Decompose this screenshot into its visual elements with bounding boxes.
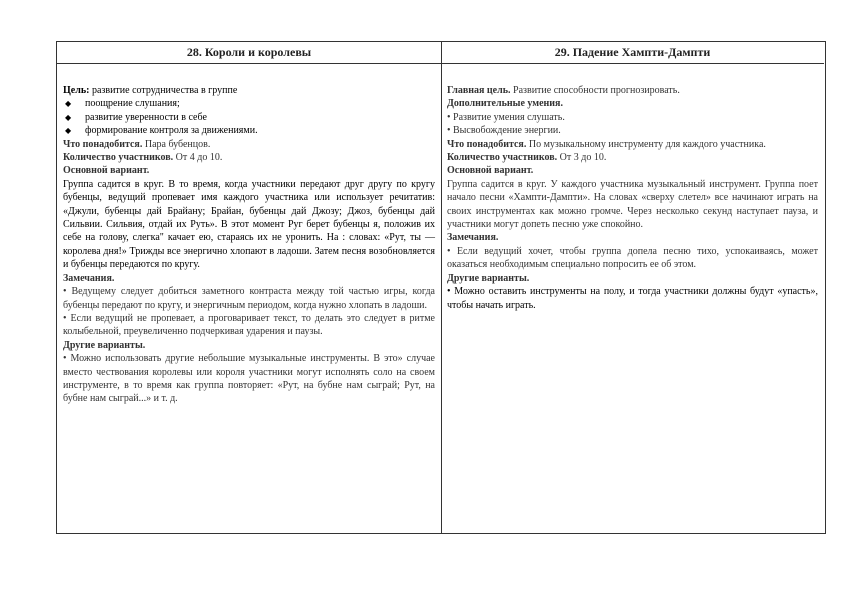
right-need-label: Что понадобится. xyxy=(447,138,527,150)
left-goal xyxy=(63,84,435,97)
left-bullet-text: развитие уверенности в себе xyxy=(85,111,207,123)
bullet-icon: ◆ xyxy=(65,112,72,122)
left-note-item: • Ведущему следует добиться заметного контраста между той частью игры, когда бубенцы передают по кругу, и энергичным периодом, когда нужно хлопать в ладоши. xyxy=(63,286,435,311)
left-goal-text: развитие сотрудничества в группе xyxy=(89,85,238,96)
right-goal-label: Главная цель. xyxy=(447,85,511,96)
left-other-text: • Можно использовать другие небольшие музыкальные инструменты. В это» случае вместо чествования королевы или короля участники могут исполнять соло на своем инструменте, в то время как группа повторяет: «Рут, на бубне нам сыграй; Рут, на бубне нам сыграй...» и т. д. xyxy=(63,353,435,405)
left-bullet-item xyxy=(63,97,435,110)
right-count-label: Количество участников. xyxy=(447,152,558,164)
right-need xyxy=(447,138,818,151)
right-column-title: 29. Падение Хампти-Дампти xyxy=(442,42,824,64)
left-main-text: Группа садится в круг. В то время, когда участники передают друг другу по кругу бубенцы, ведущий пропевает имя каждого участника или использует речитатив: «Джули, бубенцы дай Брайану; Брайан, бубенцы дай Джозу; Джоз, бубенцы дай Сильвии. Сильвия, отдай их Руть». В этот момент Руг берет бубенцы я, положив их себе на голову, слегка" качает ею, стараясь их не уронить. На : словах: «Рут, ты — королева дня!» Трижды все энергично хлопают в ладоши. Затем песня возобновляется и бубенцы передаются по кругу. xyxy=(63,178,435,271)
right-count xyxy=(447,151,818,164)
worksheet-table xyxy=(56,41,826,534)
left-column-body xyxy=(63,64,435,406)
right-main-text: Группа садится в круг. У каждого участника музыкальный инструмент. Группа поет начало песни «Хампти-Дампти». На словах «сверху слетел» все начинают играть на своих инструментах как можно громче. Через несколько секунд наступает пауза, и участники могут допеть песню уже спокойно. xyxy=(447,178,818,231)
right-goal xyxy=(447,84,818,97)
left-column xyxy=(57,42,442,533)
right-extra-label: Дополнительные умения. xyxy=(447,98,563,110)
right-column xyxy=(442,42,824,533)
bullet-icon: ◆ xyxy=(65,99,72,109)
right-need-text: По музыкальному инструменту для каждого участника. xyxy=(526,138,766,150)
left-notes-label: Замечания. xyxy=(63,272,115,284)
left-count xyxy=(63,151,435,164)
left-other-label: Другие варианты. xyxy=(63,339,146,351)
right-column-body xyxy=(447,64,818,312)
right-notes-text: • Если ведущий хочет, чтобы группа допела песню тихо, успокаиваясь, может оказаться необходимым специально попросить ее об этом. xyxy=(447,245,818,271)
left-count-label: Количество участников. xyxy=(63,152,174,164)
left-need-label: Что понадобится. xyxy=(63,138,143,150)
left-need-text: Пара бубенцов. xyxy=(142,138,211,150)
left-bullet-text: формирование контроля за движениями. xyxy=(85,125,258,137)
right-notes-label: Замечания. xyxy=(447,232,499,244)
left-need xyxy=(63,138,435,151)
left-column-title: 28. Короли и королевы xyxy=(57,42,441,64)
left-count-text: От 4 до 10. xyxy=(173,152,223,164)
left-main-label: Основной вариант. xyxy=(63,165,150,177)
bullet-icon: ◆ xyxy=(65,126,72,136)
right-extra-item: • Развитие умения слушать. xyxy=(447,111,565,123)
right-other-text: • Можно оставить инструменты на полу, и тогда участники должны будут «упасть», чтобы начать играть. xyxy=(447,286,818,311)
right-goal-text: Развитие способности прогнозировать. xyxy=(510,85,680,96)
left-bullet-text: поощрение слушания; xyxy=(85,98,180,110)
left-bullet-item xyxy=(63,111,435,124)
left-bullet-item xyxy=(63,124,435,137)
left-goal-label: Цель: xyxy=(63,85,90,96)
right-count-text: От 3 до 10. xyxy=(557,152,607,164)
left-note-item: • Если ведущий не пропевает, а проговаривает текст, то делать это следует в ритме колыбельной, преувеличенно подчеркивая ударения и паузы. xyxy=(63,312,435,338)
right-other-label: Другие варианты. xyxy=(447,272,530,284)
right-main-label: Основной вариант. xyxy=(447,165,534,177)
right-extra-item: • Высвобождение энергии. xyxy=(447,125,561,137)
